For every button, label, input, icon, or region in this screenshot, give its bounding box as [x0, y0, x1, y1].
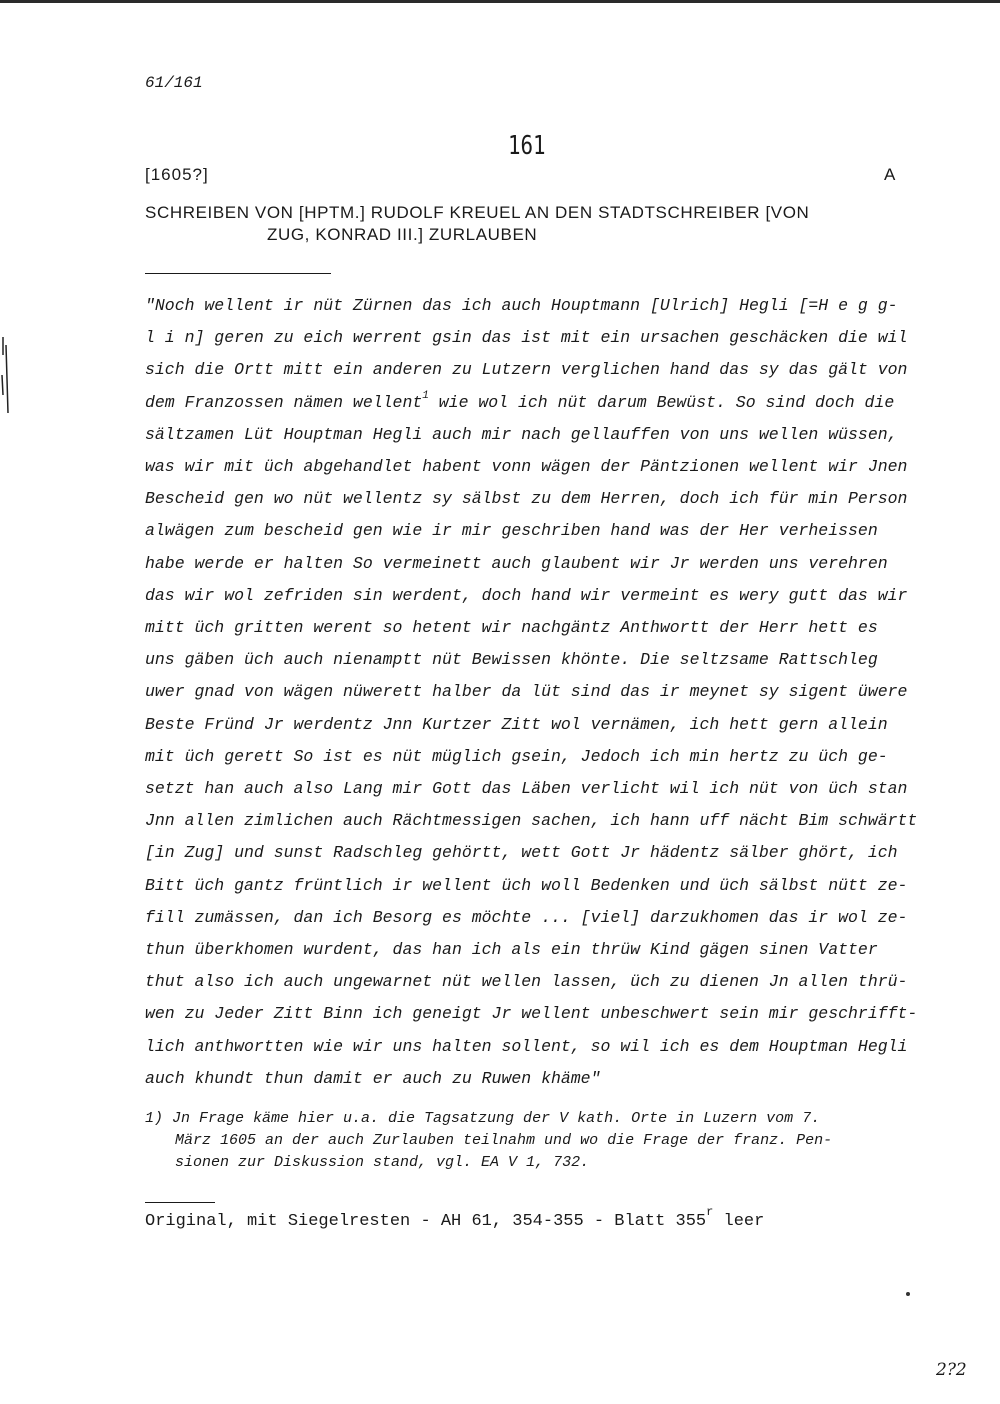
body-line: Bescheid gen wo nüt wellentz sy sälbst zu dem Herren, doch ich für min Person — [145, 489, 908, 509]
body-line: Bitt üch gantz früntlich ir wellent üch woll Bedenken und üch sälbst nütt ze- — [145, 875, 908, 895]
heading-line-2: ZUG, KONRAD III.] ZURLAUBEN — [267, 225, 538, 244]
handwritten-corner-mark: 2?2 — [936, 1360, 967, 1380]
letter-body — [145, 290, 945, 1095]
body-line: uwer gnad von wägen nüwerett halber da lüt sind das ir meynet sy sigent üwere — [145, 682, 908, 702]
body-line: sältzamen Lüt Houptman Hegli auch mir nach gellauffen von uns wellen wüssen, — [145, 424, 898, 444]
footnote-line: sionen zur Diskussion stand, vgl. EA V 1, 732. — [175, 1154, 590, 1171]
document-marker: A — [884, 165, 896, 184]
body-line: l i n] geren zu eich werrent gsin das ist mit ein ursachen geschäcken die wil — [145, 328, 908, 348]
body-line: thun überkhomen wurdent, das han ich als ein thrüw Kind gägen sinen Vatter — [145, 940, 878, 960]
body-line: wen zu Jeder Zitt Binn ich geneigt Jr wellent unbeschwert sein mir geschrifft- — [145, 1004, 918, 1024]
scan-border — [0, 0, 1000, 3]
body-line: sich die Ortt mitt ein anderen zu Lutzern verglichen hand das sy das gält von — [145, 360, 908, 380]
body-line: mit üch gerett So ist es nüt müglich gsein, Jedoch ich min hertz zu üch ge- — [145, 746, 888, 766]
body-line-with-footnote — [145, 387, 945, 419]
body-line: auch khundt thun damit er auch zu Ruwen khäme" — [145, 1068, 601, 1088]
source-note — [145, 1205, 765, 1231]
source-end: leer — [713, 1212, 765, 1231]
body-line: das wir wol zefriden sin werdent, doch hand wir vermeint es wery gutt das wir — [145, 585, 908, 605]
body-line: lich anthwortten wie wir uns halten sollent, so wil ich es dem Houptman Hegli — [145, 1036, 908, 1056]
footnote-line: März 1605 an der auch Zurlauben teilnahm und wo die Frage der franz. Pen- — [175, 1132, 833, 1149]
archive-reference: 61/161 — [145, 74, 203, 92]
document-date: [1605?] — [145, 165, 209, 184]
heading-line-1: SCHREIBEN VON [HPTM.] RUDOLF KREUEL AN DEN STADTSCHREIBER [VON — [145, 203, 810, 222]
document-heading — [145, 202, 905, 246]
footnote-line: 1) Jn Frage käme hier u.a. die Tagsatzung der V kath. Orte in Luzern vom 7. — [145, 1110, 821, 1127]
footnote — [145, 1108, 945, 1174]
page-number: 161 — [508, 131, 546, 161]
body-line: Jnn allen zimlichen auch Rächtmessigen sachen, ich hann uff nächt Bim schwärtt — [145, 811, 918, 831]
heading-rule — [145, 273, 331, 274]
body-line: "Noch wellent ir nüt Zürnen das ich auch Houptmann [Ulrich] Hegli [=H e g g- — [145, 296, 898, 315]
source-superscript: r — [706, 1205, 714, 1219]
body-line: uns gäben üch auch nienamptt nüt Bewissen khönte. Die seltzsame Rattschleg — [145, 650, 878, 670]
body-line: was wir mit üch abgehandlet habent vonn wägen der Päntzionen wellent wir Jnen — [145, 457, 908, 477]
footnote-marker: 1 — [422, 389, 429, 402]
body-line-end: wie wol ich nüt darum Bewüst. So sind doch die — [428, 392, 895, 412]
body-line: alwägen zum bescheid gen wie ir mir geschriben hand was der Her verheissen — [145, 521, 878, 541]
body-line: habe werde er halten So vermeinett auch glaubent wir Jr werden uns verehren — [145, 553, 888, 573]
scan-speck — [906, 1292, 910, 1296]
body-line: setzt han auch also Lang mir Gott das Läben verlicht wil ich nüt von üch stan — [145, 779, 908, 799]
body-line: thut also ich auch ungewarnet nüt wellen lassen, üch zu dienen Jn allen thrü- — [145, 972, 908, 992]
source-text: Original, mit Siegelresten - AH 61, 354-355 - Blatt 355 — [145, 1212, 707, 1231]
body-line-start: dem Franzossen nämen wellent — [145, 392, 423, 412]
margin-bracket-mark — [0, 335, 14, 415]
body-line: fill zumässen, dan ich Besorg es möchte ... [viel] darzukhomen das ir wol ze- — [145, 907, 908, 927]
source-rule — [145, 1202, 215, 1203]
body-line: [in Zug] und sunst Radschleg gehörtt, wett Gott Jr hädentz sälber ghört, ich — [145, 843, 898, 863]
body-line: mitt üch gritten werent so hetent wir nachgäntz Anthwortt der Herr hett es — [145, 618, 878, 638]
body-line: Beste Fründ Jr werdentz Jnn Kurtzer Zitt wol vernämen, ich hett gern allein — [145, 714, 888, 734]
